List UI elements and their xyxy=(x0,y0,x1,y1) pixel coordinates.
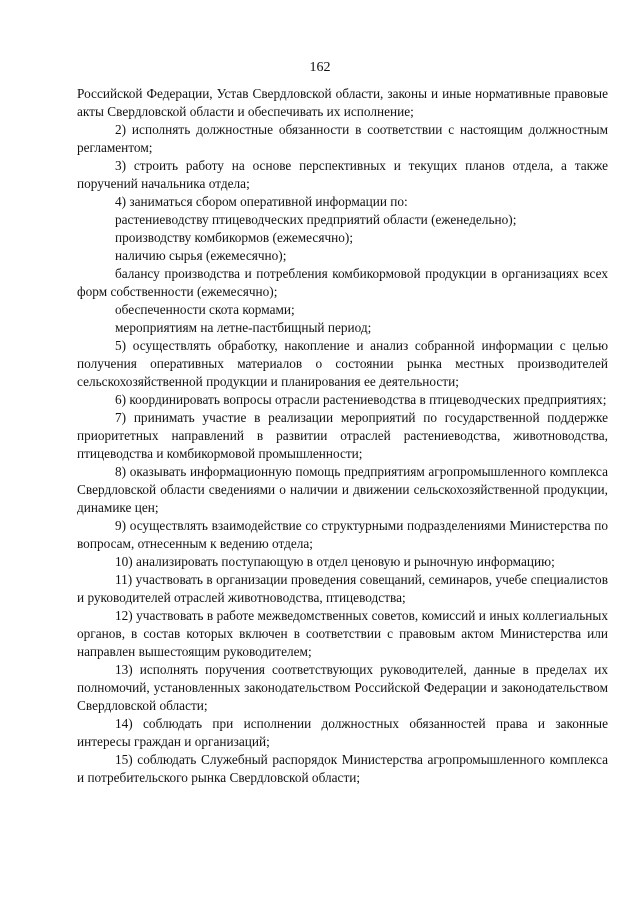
paragraph-item-6: 6) координировать вопросы отрасли растениеводства в птицеводческих предприятиях; xyxy=(115,392,607,407)
paragraph-item-14: 14) соблюдать при исполнении должностных обязанностей права и законные интересы граждан и организаций; xyxy=(77,716,608,749)
paragraph-item-5: 5) осуществлять обработку, накопление и анализ собранной информации с целью получения оперативных материалов о состоянии рынка местных производителей сельскохозяйственной продукции и планирования ее деятельности; xyxy=(77,338,608,389)
paragraph-item-4: 4) заниматься сбором оперативной информации по: xyxy=(115,194,408,209)
paragraph-subitem-feed-balance: балансу производства и потребления комбикормовой продукции в организациях всех форм собственности (ежемесячно); xyxy=(77,266,608,299)
paragraph-item-9: 9) осуществлять взаимодействие со структурными подразделениями Министерства по вопросам, отнесенным к ведению отдела; xyxy=(77,518,608,551)
page-number: 162 xyxy=(309,60,331,75)
paragraph-item-2: 2) исполнять должностные обязанности в соответствии с настоящим должностным регламентом; xyxy=(77,122,608,155)
paragraph-item-13: 13) исполнять поручения соответствующих руководителей, данные в пределах их полномочий, установленных законодательством Российской Федерации и законодательством Свердловской области; xyxy=(77,662,608,713)
paragraph-subitem-feed-production: производству комбикормов (ежемесячно); xyxy=(115,230,354,245)
paragraph-item-11: 11) участвовать в организации проведения совещаний, семинаров, учебе специалистов и руководителей отраслей животноводства, птицеводства; xyxy=(77,572,608,605)
paragraph-subitem-livestock-feed: обеспеченности скота кормами; xyxy=(115,302,295,317)
paragraph-item-10: 10) анализировать поступающую в отдел ценовую и рыночную информацию; xyxy=(115,554,555,569)
paragraph-item-15: 15) соблюдать Служебный распорядок Министерства агропромышленного комплекса и потребительского рынка Свердловской области; xyxy=(77,752,608,785)
paragraph-item-3: 3) строить работу на основе перспективных и текущих планов отдела, а также поручений начальника отдела; xyxy=(77,158,608,191)
document-body xyxy=(77,85,608,787)
paragraph-subitem-plant-growing: растениеводству птицеводческих предприятий области (еженедельно); xyxy=(115,212,517,227)
paragraph-subitem-raw-materials: наличию сырья (ежемесячно); xyxy=(115,248,287,263)
paragraph-subitem-pasture-period: мероприятиям на летне-пастбищный период; xyxy=(115,320,372,335)
paragraph-item-7: 7) принимать участие в реализации мероприятий по государственной поддержке приоритетных направлений в развитии отраслей растениеводства, животноводства, птицеводства и комбикормовой промышленности; xyxy=(77,410,608,461)
paragraph-continuation: Российской Федерации, Устав Свердловской области, законы и иные нормативные правовые акты Свердловской области и обеспечивать их исполнение; xyxy=(77,86,608,119)
paragraph-item-8: 8) оказывать информационную помощь предприятиям агропромышленного комплекса Свердловской области сведениями о наличии и движении сельскохозяйственной продукции, динамике цен; xyxy=(77,464,608,515)
paragraph-item-12: 12) участвовать в работе межведомственных советов, комиссий и иных коллегиальных органов, в состав которых включен в соответствии с правовым актом Министерства или направлен вышестоящим руководителем; xyxy=(77,608,608,659)
